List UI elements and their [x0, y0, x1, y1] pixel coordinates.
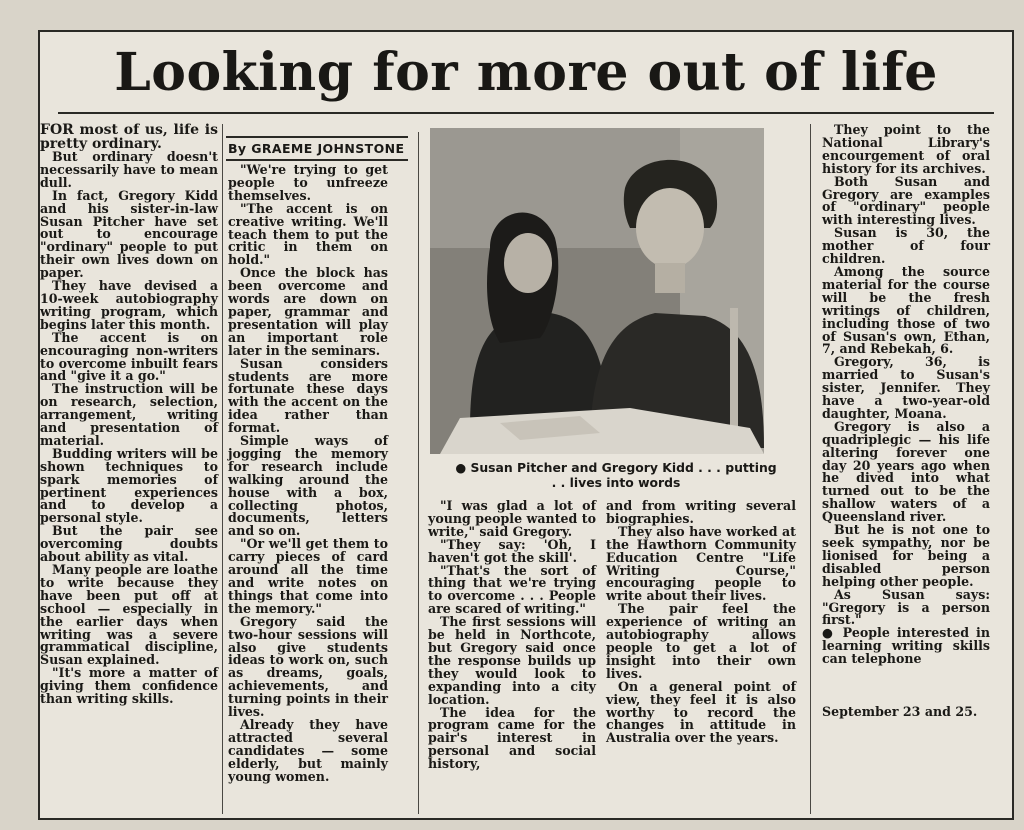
paragraph: But ordinary doesn't necessarily have to mean dull.	[40, 149, 218, 190]
paragraph: The idea for the program came for the pair's interest in personal and social history,	[428, 704, 596, 772]
paragraph: Budding writers will be shown techniques to spark memories of pertinent experiences and to develop a personal style.	[40, 445, 218, 526]
paragraph: Already they have attracted several candidates — some elderly, but mainly young women.	[228, 716, 388, 784]
paragraph: As Susan says: "Gregory is a person first."	[822, 586, 990, 628]
caption-line-2: . . lives into words	[551, 475, 681, 490]
article-column-5	[822, 124, 990, 719]
byline: By GRAEME JOHNSTONE	[226, 136, 408, 161]
paragraph: On a general point of view, they feel it is also worthy to record the changes in attitude in Australia over the years.	[606, 678, 796, 746]
article-column-3	[428, 500, 596, 771]
paragraph: They also have worked at the Hawthorn Community Education Centre "Life Writing Course," encouraging people to write about their lives.	[606, 523, 796, 604]
photo-illustration	[430, 128, 764, 454]
blurred-contact	[822, 666, 990, 706]
paragraph: Many people are loathe to write because they have been put off at school — especially in the earlier days when writing was a severe grammatical discipline, Susan explained.	[40, 562, 218, 668]
article-column-1	[40, 124, 218, 706]
paragraph: Gregory is also a quadriplegic — his life altering forever one day 20 years ago when he dived into what turned out to be the shallow waters of a Queensland river.	[822, 418, 990, 525]
paragraph: "They say: 'Oh, I haven't got the skill'.	[428, 536, 596, 565]
paragraph: Simple ways of jogging the memory for research include walking around the house with a box, collecting photos, documents, letters and so on.	[228, 433, 388, 539]
column-divider	[810, 124, 811, 814]
article-column-2	[228, 164, 388, 784]
column-divider	[418, 132, 419, 814]
paragraph: In fact, Gregory Kidd and his sister-in-law Susan Pitcher have set out to encourage "ordinary" people to put their own lives down on paper.	[40, 187, 218, 281]
paragraph: "Or we'll get them to carry pieces of card around all the time and write notes on things that come into the memory."	[228, 536, 388, 616]
article-photo	[430, 128, 764, 454]
paragraph: Susan is 30, the mother of four children.	[822, 225, 990, 267]
paragraph: The first sessions will be held in Northcote, but Gregory said once the response builds up they would look to expanding into a city location.	[428, 614, 596, 707]
paragraph: "We're trying to get people to unfreeze themselves.	[228, 162, 388, 203]
paragraph: Among the source material for the course will be the fresh writings of children, including those of two of Susan's own, Ethan, 7, and Rebekah, 6.	[822, 263, 990, 357]
column-divider	[222, 124, 223, 814]
paragraph: FOR most of us, life is pretty ordinary.	[40, 122, 218, 152]
caption-line-1: ● Susan Pitcher and Gregory Kidd . . . putting	[455, 460, 777, 475]
paragraph: The instruction will be on research, selection, arrangement, writing and presentation of material.	[40, 381, 218, 448]
article-column-4	[606, 500, 796, 745]
paragraph: Gregory, 36, is married to Susan's sister, Jennifer. They have a two-year-old daughter, Moana.	[822, 354, 990, 421]
paragraph: Gregory said the two-hour sessions will also give students ideas to work on, such as dreams, goals, achievements, and turning points in their lives.	[228, 613, 388, 720]
paragraph: and from writing several biographies.	[606, 498, 796, 526]
paragraph: "That's the sort of thing that we're trying to overcome . . . People are scared of writing."	[428, 562, 596, 617]
paragraph: Both Susan and Gregory are examples of "ordinary" people with interesting lives.	[822, 173, 990, 228]
paragraph: But the pair see overcoming doubts about ability as vital.	[40, 523, 218, 565]
paragraph: Once the block has been overcome and words are down on paper, grammar and presentation will play an important role later in the seminars.	[228, 265, 388, 358]
paragraph: "It's more a matter of giving them confidence than writing skills.	[40, 665, 218, 707]
paragraph: Susan considers students are more fortunate these days with the accent on the idea rather than format.	[228, 355, 388, 436]
photo-caption	[436, 460, 796, 490]
paragraph: The accent is on encouraging non-writers to overcome inbuilt fears and "give it a go."	[40, 329, 218, 384]
paragraph: The pair feel the experience of writing an autobiography allows people to get a lot of insight into their own lives.	[606, 601, 796, 681]
paragraph: ● People interested in learning writing skills can telephone	[822, 625, 990, 667]
paragraph: September 23 and 25.	[822, 704, 978, 720]
paragraph: "I was glad a lot of young people wanted to write," said Gregory.	[428, 498, 596, 539]
newspaper-clipping	[38, 30, 1014, 820]
headline-rule	[58, 112, 994, 114]
paragraph: They point to the National Library's encourgement of oral history for its archives.	[822, 122, 990, 176]
paragraph: But he is not one to seek sympathy, nor be lionised for being a disabled person helping other people.	[822, 522, 990, 589]
paragraph: "The accent is on creative writing. We'll teach them to put the critic in them on hold."	[228, 200, 388, 268]
headline: Looking for more out of life	[114, 42, 938, 103]
paragraph: They have devised a 10-week autobiography writing program, which begins later this month.	[40, 278, 218, 332]
